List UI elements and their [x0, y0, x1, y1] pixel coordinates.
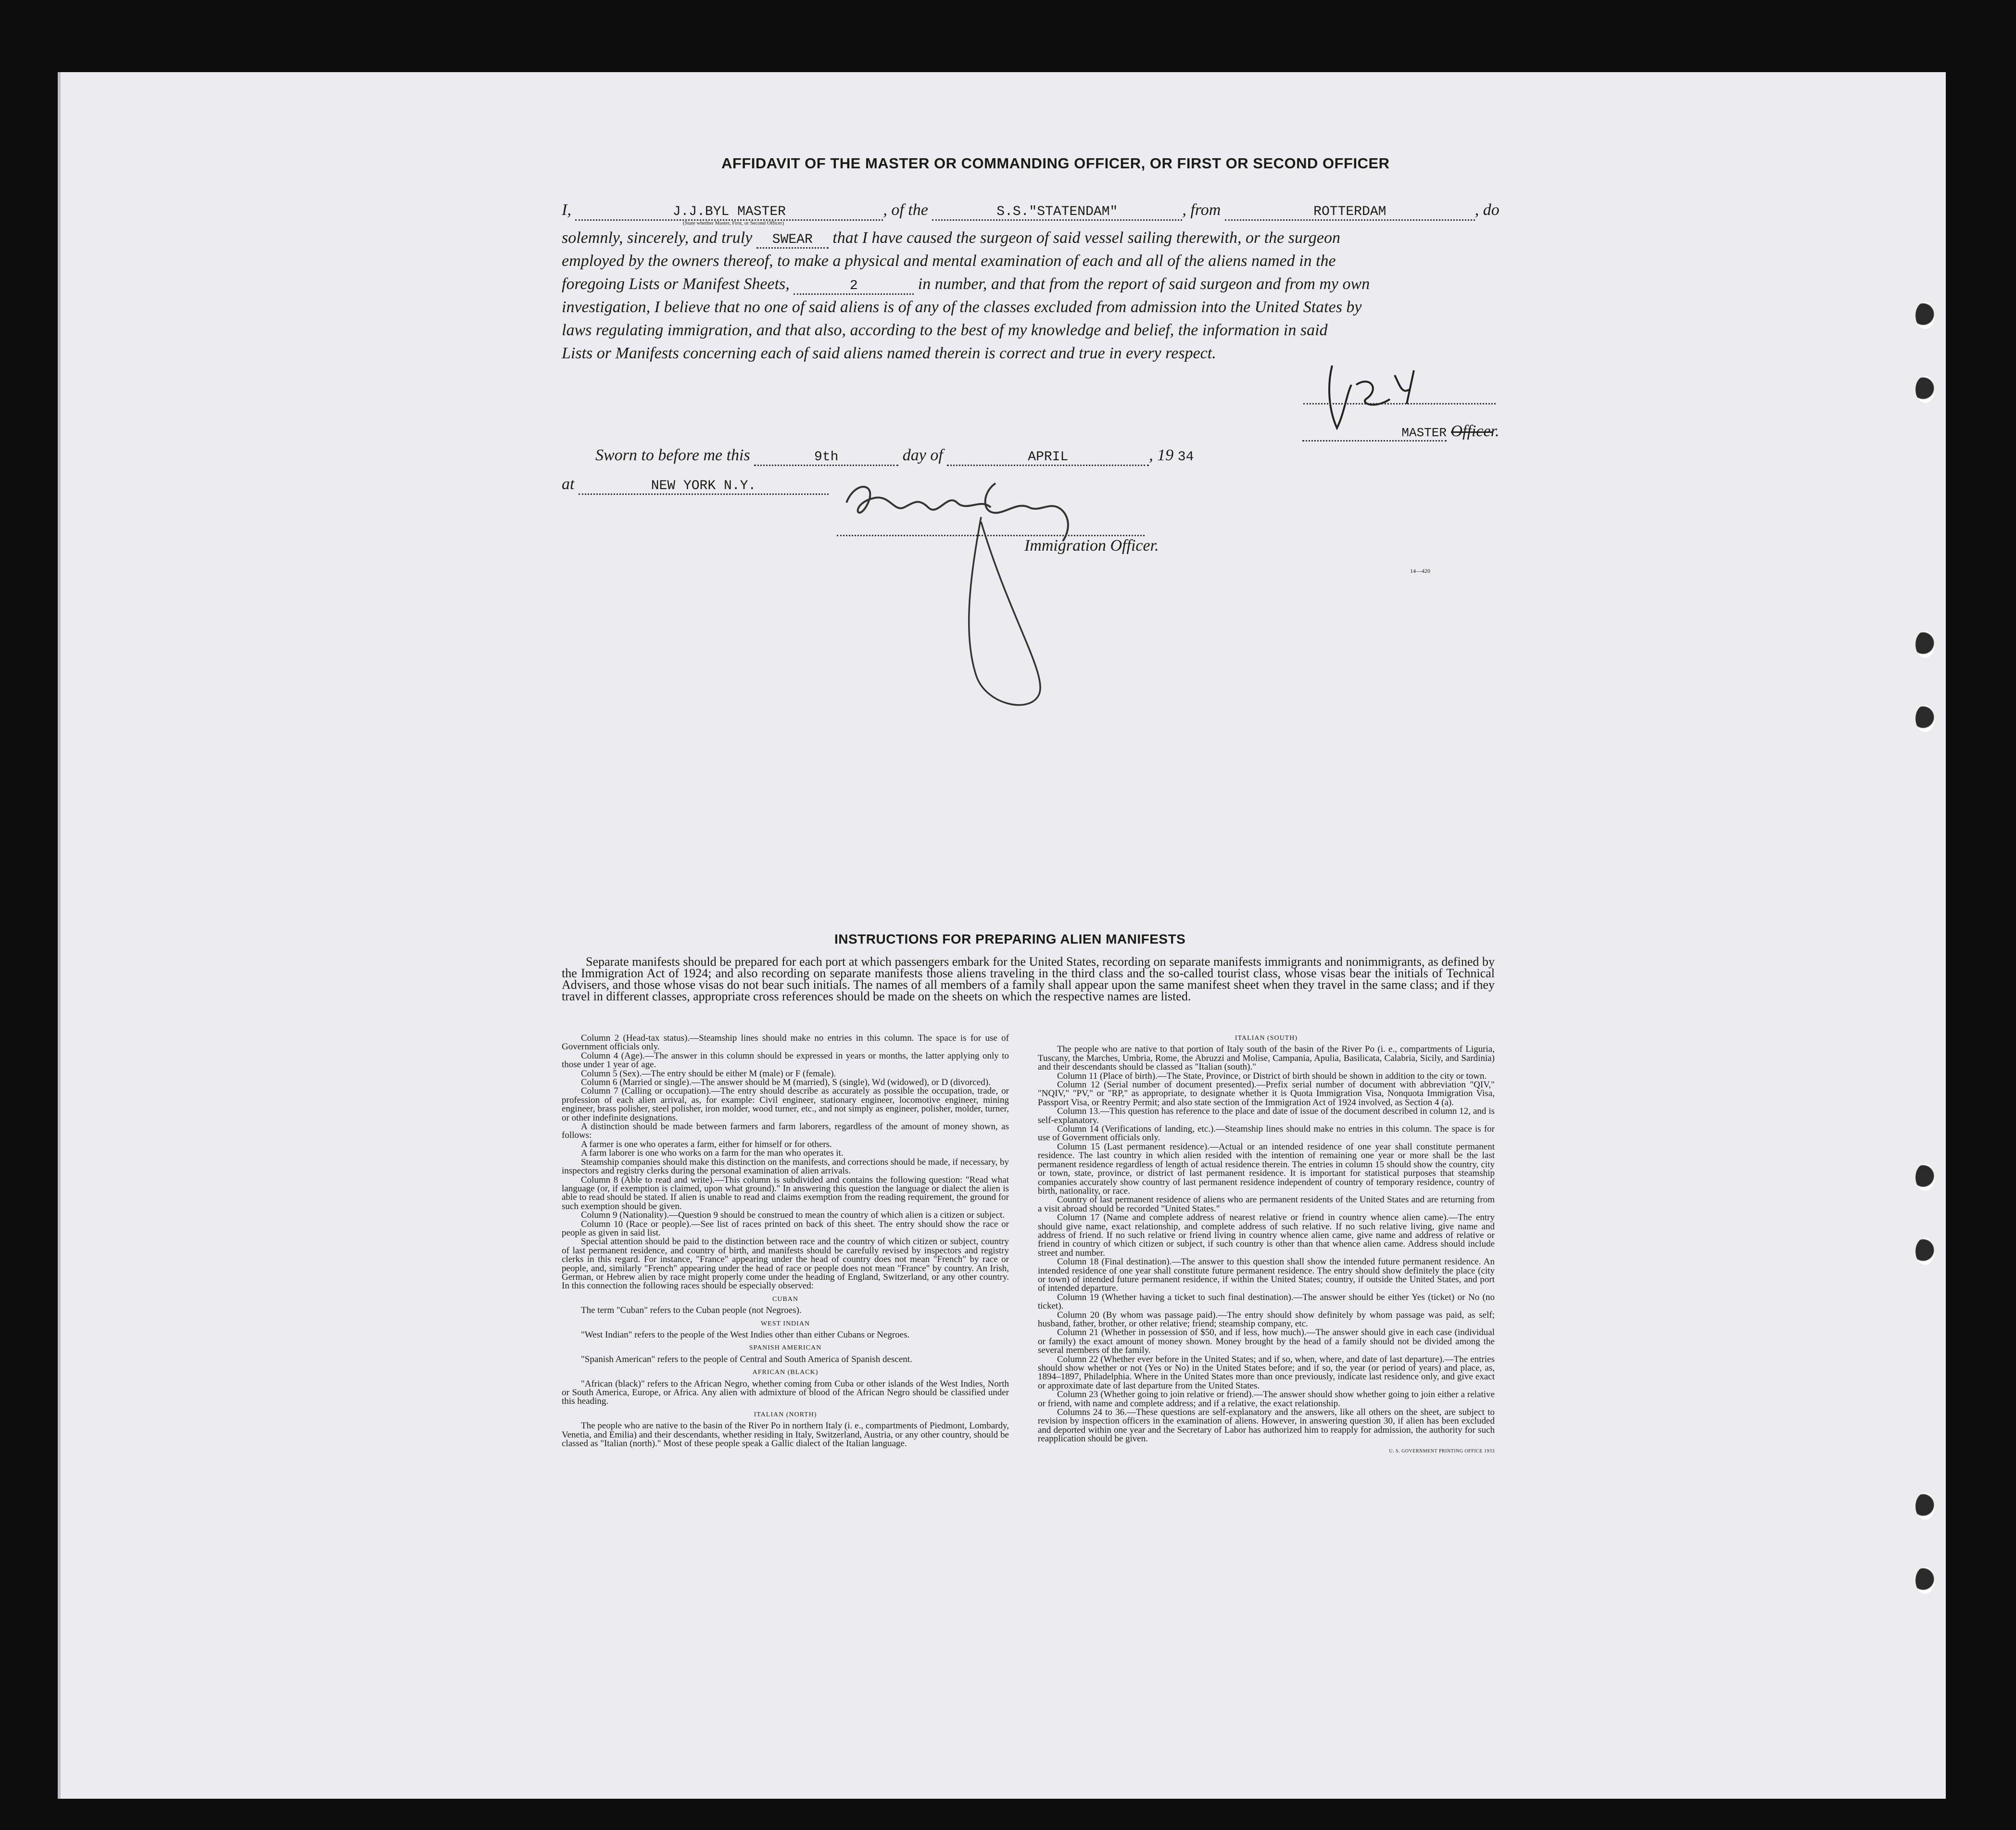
- paragraph: A farm laborer is one who works on a farm for the man who operates it.: [581, 1148, 844, 1159]
- paragraph: The term "Cuban" refers to the Cuban people (not Negroes).: [581, 1305, 802, 1316]
- text: in number, and that from the report of said surgeon and from my own: [918, 275, 1370, 293]
- paragraph: Columns 24 to 36.—These questions are self-explanatory and the answers, like all others on the sheet, are subject to revision by inspection officers in the examination of aliens. However, in answering question 30, if alien has been excluded and deported within one year and the Secretary of Labor has authorized him to reapply for admission, the authority for such reapplication should be given.: [1038, 1407, 1495, 1444]
- section-heading: SPANISH AMERICAN: [749, 1344, 822, 1352]
- strike-line: [1451, 431, 1493, 433]
- year-field: 34: [1177, 450, 1194, 465]
- printer-imprint: U. S. GOVERNMENT PRINTING OFFICE 1933: [1389, 1448, 1495, 1454]
- text: , 19: [1149, 446, 1174, 464]
- text: Officer.: [1450, 422, 1499, 440]
- text: foregoing Lists or Manifest Sheets,: [562, 275, 790, 293]
- printer-line: [1038, 1446, 1495, 1456]
- signature-line: [1303, 403, 1496, 404]
- paragraph: Column 22 (Whether ever before in the United States; and if so, when, where, and date of last departure).—The entries should show whether or not (Yes or No) in the United States before; and if so, the year (or period of years) and place, as, 1894–1897, Philadelphia. Where in the United States more than once previously, indicate last residence only, and give exact or approximate date of last departure from the United States.: [1038, 1354, 1495, 1391]
- oath-field: SWEAR: [756, 232, 829, 249]
- paragraph: Column 14 (Verifications of landing, etc.).—Steamship lines should make no entries in this column. The space is for use of Government officials only.: [1038, 1124, 1495, 1143]
- signature-caption: [1302, 422, 1499, 442]
- instructions-left-column: [562, 1034, 1009, 1448]
- affidavit-line-4: [562, 275, 1370, 295]
- paragraph: Column 13.—This question has reference to the place and date of issue of the document described in column 12, and is self-explanatory.: [1038, 1106, 1495, 1125]
- officer-note: (State whether Master, First, or Second Officer): [683, 220, 784, 226]
- paragraph: Column 11 (Place of birth).—The State, Province, or District of birth should be shown in addition to the city or town.: [1057, 1071, 1487, 1081]
- section-heading: WEST INDIAN: [760, 1320, 810, 1327]
- paragraph: Column 12 (Serial number of document presented).—Prefix serial number of document with abbreviation "QIV," "NQIV," "PV," or "RP," as appropriate, to designate whether it is Quota Immigration Visa, Nonquota Immigration Visa, Passport Visa, or Reentry Permit; and also state section of the Immigration Act of 1924 involved, as Section 4 (a).: [1038, 1080, 1495, 1108]
- vessel-field: S.S."STATENDAM": [932, 204, 1182, 221]
- immigration-officer-signature: [837, 474, 1116, 753]
- punch-hole: [1915, 1567, 1935, 1594]
- paragraph: Column 5 (Sex).—The entry should be either M (male) or F (female).: [581, 1068, 836, 1079]
- signature-title: MASTER: [1302, 426, 1447, 442]
- sheet-count-field: 2: [794, 278, 914, 295]
- paragraph: Column 9 (Nationality).—Question 9 should be construed to mean the country of which alien is a citizen or subject.: [581, 1210, 1005, 1221]
- section-heading: ITALIAN (NORTH): [754, 1411, 817, 1418]
- text: day of: [902, 446, 943, 464]
- form-number: 14—420: [1410, 568, 1430, 574]
- paragraph: Column 15 (Last permanent residence).—Actual or an intended residence of one year shall constitute permanent residence. The last country in which alien resided with the intention of remaining one year or more shall be the last permanent residence regardless of length of actual residence therein. The entries in column 15 should show the country, city or town, state, province, or district of last permanent residence. It is important for statistical purposes that steamship companies accurately show country of last permanent residence independent of country of temporary residence, country of birth, nationality, or race.: [1038, 1141, 1495, 1196]
- paragraph: Steamship companies should make this distinction on the manifests, and corrections should be made, if necessary, by inspectors and registry clerks during the personal examination of alien arrivals.: [562, 1157, 1009, 1176]
- punch-hole: [1915, 631, 1935, 658]
- paragraph: Column 7 (Calling or occupation).—The entry should describe as accurately as possible the occupation, trade, or profession of each alien arrival, as, for example: Civil engineer, stationary engineer, locomotive engineer, mining engineer, brass polisher, steel polisher, iron molder, wood turner, etc., and not simply as engineer, polisher, molder, turner, or other indefinite designations.: [562, 1086, 1009, 1123]
- section-heading: AFRICAN (BLACK): [752, 1369, 819, 1376]
- text: , from: [1182, 201, 1221, 219]
- affidavit-line-7: Lists or Manifests concerning each of said aliens named therein is correct and true in every respect.: [562, 344, 1216, 362]
- affidavit-title: AFFIDAVIT OF THE MASTER OR COMMANDING OFFICER, OR FIRST OR SECOND OFFICER: [721, 155, 1390, 172]
- instructions-title: INSTRUCTIONS FOR PREPARING ALIEN MANIFESTS: [834, 932, 1186, 947]
- text: Sworn to before me this: [595, 446, 750, 464]
- paragraph: Column 19 (Whether having a ticket to such final destination).—The answer should be either Yes (ticket) or No (no ticket).: [1038, 1292, 1495, 1312]
- section-heading: ITALIAN (SOUTH): [1235, 1035, 1298, 1042]
- place-field: NEW YORK N.Y.: [579, 479, 829, 495]
- affidavit-line-6: laws regulating immigration, and that also, according to the best of my knowledge and belief, the information in said: [562, 321, 1328, 339]
- punch-hole: [1915, 302, 1935, 329]
- immigration-officer-caption: Immigration Officer.: [1024, 537, 1159, 555]
- instructions-right-column: [1038, 1034, 1495, 1456]
- affidavit-line-1: [562, 201, 1499, 221]
- affidavit-line-2: [562, 229, 1340, 249]
- text: at: [562, 475, 575, 493]
- officer-signature-line: [837, 535, 1145, 536]
- text: solemnly, sincerely, and truly: [562, 229, 753, 247]
- paragraph: Column 20 (By whom was passage paid).—The entry should show definitely by whom passage was paid, as self; husband, father, brother, or other relative; friend; steamship company, etc.: [1038, 1310, 1495, 1329]
- section-heading: CUBAN: [772, 1295, 798, 1303]
- day-field: 9th: [754, 450, 898, 466]
- punch-hole: [1915, 376, 1935, 403]
- affidavit-line-3: employed by the owners thereof, to make a physical and mental examination of each and all of the aliens named in the: [562, 252, 1336, 270]
- punch-hole: [1915, 1493, 1935, 1520]
- paragraph: Column 18 (Final destination).—The answer to this question shall show the intended future permanent residence. An intended residence of one year shall constitute future permanent residence. The entry should show definitely the place (city or town) of intended future permanent residence, if within the United States; country, if outside the United States, and port of intended departure.: [1038, 1257, 1495, 1294]
- sworn-line: [595, 446, 1194, 466]
- punch-hole: [1915, 1164, 1935, 1191]
- paragraph: "West Indian" refers to the people of the West Indies other than either Cubans or Negroes.: [581, 1330, 910, 1340]
- paragraph: Column 4 (Age).—The answer in this column should be expressed in years or months, the latter applying only to those under 1 year of age.: [562, 1050, 1009, 1070]
- paragraph: A farmer is one who operates a farm, either for himself or for others.: [581, 1139, 832, 1149]
- paragraph: Column 21 (Whether in possession of $50, and if less, how much).—The answer should give in each case (individual or family) the exact amount of money shown. Money brought by the head of a family should not be divided among the several members of the family.: [1038, 1327, 1495, 1356]
- paragraph: A distinction should be made between farmers and farm laborers, regardless of the amount of money shown, as follows:: [562, 1122, 1009, 1141]
- at-line: [562, 475, 829, 495]
- paragraph: Column 23 (Whether going to join relative or friend).—The answer should show whether going to join either a relative or friend, with name and complete address; and if a relative, the exact relationship.: [1038, 1389, 1495, 1409]
- punch-hole: [1915, 1238, 1935, 1265]
- paragraph: Special attention should be paid to the distinction between race and the country of which citizen or subject, country of last permanent residence, and country of birth, and manifests should be carefully revised by inspectors and registry clerks in this regard. For instance, "France" appearing under the head of country does not mean "French" by race or people, and, similarly "French" appearing under the head of race or people does not mean "France" by country. An Irish, German, or Hebrew alien by race might properly come under the heading of England, Switzerland, or any other country. In this connection the following races should be especially observed:: [562, 1237, 1009, 1291]
- paragraph: Country of last permanent residence of aliens who are permanent residents of the United States and are returning from a visit abroad should be recorded "United States.": [1038, 1195, 1495, 1214]
- month-field: APRIL: [947, 450, 1149, 466]
- text: that I have caused the surgeon of said vessel sailing therewith, or the surgeon: [832, 229, 1341, 247]
- officer-name-field: J.J.BYL MASTER: [575, 204, 883, 221]
- paragraph: The people who are native to the basin of the River Po in northern Italy (i. e., compartments of Piedmont, Lombardy, Venetia, and Emilia) and their descendants, whether residing in Italy, Switzerland, Austria, or any other country, should be classed as "Italian (north)." Most of these people speak a Gallic dialect of the Italian language.: [562, 1421, 1009, 1449]
- paragraph: Column 17 (Name and complete address of nearest relative or friend in country whence alien came).—The entry should give name, exact relationship, and complete address of such relative. If no such relative living, give name and address of friend. If no such relative or friend living in country whence alien came, give name and address of relative or friend in country of which citizen or subject, if such country is other than that whence alien came. Address should include street and number.: [1038, 1212, 1495, 1258]
- text: I,: [562, 201, 571, 219]
- paragraph: The people who are native to that portion of Italy south of the basin of the River Po (i. e., compartments of Liguria, Tuscany, the Marches, Umbria, Rome, the Abruzzi and Molise, Campania, Apulia, Basilicata, Calabria, Sicily, and Sardinia) and their descendants should be classed as "Italian (south).": [1038, 1044, 1495, 1073]
- text: Separate manifests should be prepared for each port at which passengers embark for the United States, recording on separate manifests immigrants and nonimmigrants, as defined by the Immigration Act of 1924; and also recording on separate manifests those aliens traveling in the third class and the so-called tourist class, whose visas bear the initials of Technical Advisers, and those whose visas do not bear such initials. The names of all members of a family shall appear upon the same manifest sheet when they travel in the same class; and if they travel in different classes, appropriate cross references should be made on the sheets on which the respective names are listed.: [562, 955, 1495, 1003]
- paragraph: Column 6 (Married or single).—The answer should be M (married), S (single), Wd (widowed), or D (divorced).: [581, 1077, 991, 1088]
- paragraph: Column 10 (Race or people).—See list of races printed on back of this sheet. The entry should show the race or people as given in said list.: [562, 1219, 1009, 1238]
- punch-hole: [1915, 705, 1935, 732]
- affidavit-line-5: investigation, I believe that no one of said aliens is of any of the classes excluded from admission into the United States by: [562, 298, 1362, 316]
- paragraph: Column 2 (Head-tax status).—Steamship lines should make no entries in this column. The space is for use of Government officials only.: [562, 1033, 1009, 1052]
- instructions-intro: [562, 956, 1495, 1002]
- port-field: ROTTERDAM: [1225, 204, 1475, 221]
- text: , of the: [883, 201, 928, 219]
- text: , do: [1474, 201, 1499, 219]
- struck-officer: [1451, 422, 1499, 440]
- paragraph: "Spanish American" refers to the people of Central and South America of Spanish descent.: [581, 1354, 912, 1364]
- paragraph: "African (black)" refers to the African Negro, whether coming from Cuba or other islands of the West Indies, North or South America, Europe, or Africa. Any alien with admixture of blood of the African Negro should be classified under this heading.: [562, 1378, 1009, 1407]
- paragraph: Column 8 (Able to read and write).—This column is subdivided and contains the following question: "Read what language (or, if exemption is claimed, upon what ground)." In answering this question the language or dialect the alien is able to read should be stated. If alien is unable to read and claims exemption from the reading requirement, the ground for such exemption should be given.: [562, 1174, 1009, 1212]
